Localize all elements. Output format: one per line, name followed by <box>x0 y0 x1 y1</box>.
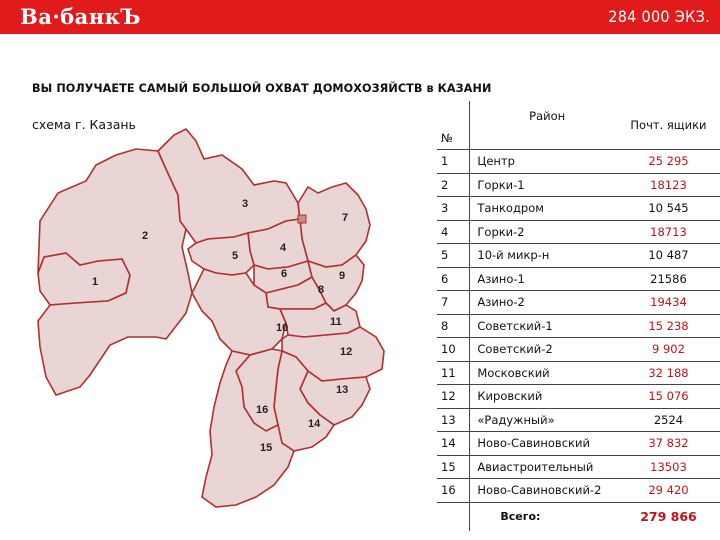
table-row <box>437 220 720 244</box>
kazan-district-map <box>36 125 400 523</box>
row-boxes: 25 295 <box>617 150 720 174</box>
row-num: 5 <box>437 244 470 268</box>
total-num-cell <box>437 502 470 531</box>
total-value: 279 866 <box>640 509 697 524</box>
table-row <box>437 432 720 456</box>
row-num: 1 <box>437 150 470 174</box>
table-row <box>437 479 720 503</box>
table-row <box>437 338 720 362</box>
total-row <box>437 502 720 531</box>
district-label-10: 10 <box>276 322 289 334</box>
row-boxes: 2524 <box>617 408 720 432</box>
total-label: Всего: <box>500 510 541 523</box>
district-7 <box>298 183 370 267</box>
row-district: Азино-2 <box>470 291 617 315</box>
row-boxes: 9 902 <box>617 338 720 362</box>
district-label-3: 3 <box>242 198 249 210</box>
row-boxes: 10 487 <box>617 244 720 268</box>
row-boxes: 15 238 <box>617 314 720 338</box>
landmark-marker <box>298 215 306 223</box>
table-row <box>437 291 720 315</box>
district-label-11: 11 <box>330 316 342 328</box>
row-num: 6 <box>437 267 470 291</box>
row-district: Азино-1 <box>470 267 617 291</box>
row-num: 11 <box>437 361 470 385</box>
table-row <box>437 197 720 221</box>
header-bar <box>0 0 720 34</box>
row-num: 2 <box>437 173 470 197</box>
district-label-14: 14 <box>308 418 321 430</box>
row-district: 10-й микр-н <box>470 244 617 268</box>
row-district: Советский-2 <box>470 338 617 362</box>
row-boxes: 29 420 <box>617 479 720 503</box>
row-district: Центр <box>470 150 617 174</box>
district-label-8: 8 <box>318 284 325 296</box>
row-num: 13 <box>437 408 470 432</box>
logo: Ва·банкЪ <box>20 4 141 29</box>
row-num: 12 <box>437 385 470 409</box>
table-row <box>437 408 720 432</box>
headline: ВЫ ПОЛУЧАЕТЕ САМЫЙ БОЛЬШОЙ ОХВАТ ДОМОХОЗЯЙСТВ в КАЗАНИ <box>32 82 492 95</box>
table-row <box>437 267 720 291</box>
row-district: Ново-Савиновский-2 <box>470 479 617 503</box>
district-label-16: 16 <box>256 404 269 416</box>
row-boxes: 13503 <box>617 455 720 479</box>
table-body <box>437 150 720 503</box>
district-label-9: 9 <box>339 270 346 282</box>
table-row <box>437 173 720 197</box>
mailbox-table <box>437 101 720 531</box>
row-district: Ново-Савиновский <box>470 432 617 456</box>
table-row <box>437 361 720 385</box>
district-label-12: 12 <box>340 346 353 358</box>
row-boxes: 21586 <box>617 267 720 291</box>
row-district: Кировский <box>470 385 617 409</box>
district-label-2: 2 <box>142 230 149 242</box>
row-num: 10 <box>437 338 470 362</box>
row-num: 15 <box>437 455 470 479</box>
row-boxes: 37 832 <box>617 432 720 456</box>
district-label-7: 7 <box>342 212 349 224</box>
table-row <box>437 385 720 409</box>
map-caption: схема г. Казань <box>32 117 136 132</box>
table-row <box>437 455 720 479</box>
row-boxes: 18123 <box>617 173 720 197</box>
row-boxes: 18713 <box>617 220 720 244</box>
row-district: Московский <box>470 361 617 385</box>
row-num: 14 <box>437 432 470 456</box>
table-header-row <box>437 101 720 150</box>
row-boxes: 19434 <box>617 291 720 315</box>
district-label-13: 13 <box>336 384 349 396</box>
row-boxes: 10 545 <box>617 197 720 221</box>
row-boxes: 15 076 <box>617 385 720 409</box>
row-district: Горки-1 <box>470 173 617 197</box>
row-num: 3 <box>437 197 470 221</box>
table-row <box>437 244 720 268</box>
row-num: 4 <box>437 220 470 244</box>
district-label-15: 15 <box>260 442 273 454</box>
row-district: Горки-2 <box>470 220 617 244</box>
district-label-1: 1 <box>92 276 99 288</box>
district-label-5: 5 <box>232 250 239 262</box>
col-header-num: № <box>437 101 470 150</box>
table-row <box>437 150 720 174</box>
row-boxes: 32 188 <box>617 361 720 385</box>
row-district: Советский-1 <box>470 314 617 338</box>
row-num: 16 <box>437 479 470 503</box>
col-header-boxes: Почт. ящики <box>617 101 720 150</box>
row-district: «Радужный» <box>470 408 617 432</box>
row-num: 7 <box>437 291 470 315</box>
row-district: Танкодром <box>470 197 617 221</box>
row-num: 8 <box>437 314 470 338</box>
district-label-4: 4 <box>280 242 287 254</box>
table-row <box>437 314 720 338</box>
circulation-label: 284 000 ЭКЗ. <box>608 7 710 26</box>
col-header-district: Район <box>470 101 617 150</box>
row-district: Авиастроительный <box>470 455 617 479</box>
district-label-6: 6 <box>281 268 288 280</box>
